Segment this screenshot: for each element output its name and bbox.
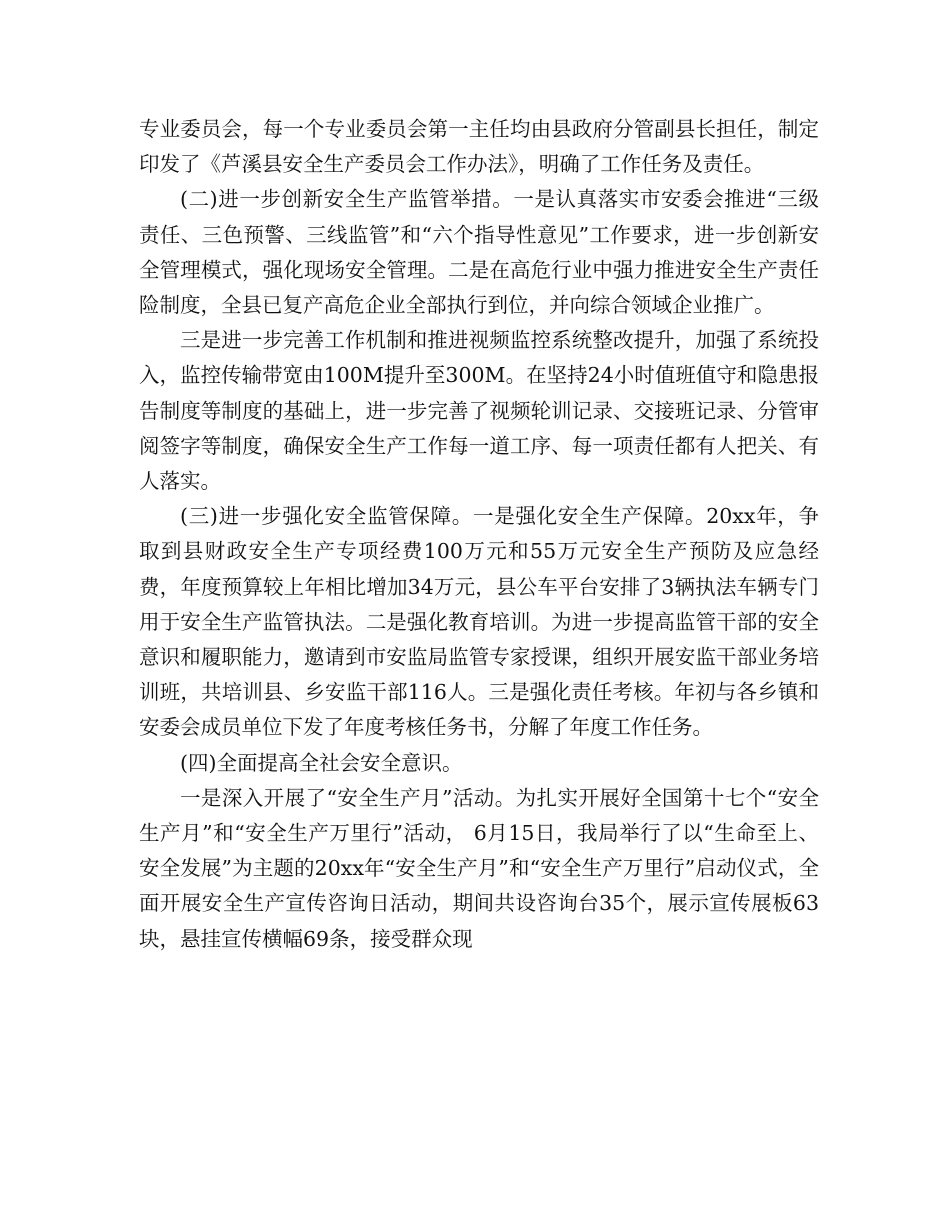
paragraph-section-two: (二)进一步创新安全生产监管举措。一是认真落实市安委会推进“三级责任、三色预警、三线监管”和“六个指导性意见”工作要求，进一步创新安全管理模式，强化现场安全管理。二是在高危行业中强力推进安全生产责任险制度，全县已复产高危企业全部执行到位，并向综合领域企业推广。 — [139, 187, 819, 318]
paragraph-section-four-heading: (四)全面提高全社会安全意识。 — [180, 750, 463, 775]
paragraph-section-three: (三)进一步强化安全监管保障。一是强化安全生产保障。20xx年，争取到县财政安全生产专项经费100万元和55万元安全生产预防及应急经费，年度预算较上年相比增加34万元，县公车平台安排了3辆执法车辆专门用于安全生产监管执法。二是强化教育培训。为进一步提高监管干部的安全意识和履职能力，邀请到市安监局监管专家授课，组织开展安监干部业务培训班，共培训县、乡安监干部116人。三是强化责任考核。年初与各乡镇和安委会成员单位下发了年度考核任务书，分解了年度工作任务。 — [139, 504, 819, 740]
paragraph-video-monitoring: 三是进一步完善工作机制和推进视频监控系统整改提升，加强了系统投入，监控传输带宽由100M提升至300M。在坚持24小时值班值守和隐患报告制度等制度的基础上，进一步完善了视频轮训记录、交接班记录、分管审阅签字等制度，确保安全生产工作每一道工序、每一项责任都有人把关、有人落实。 — [139, 328, 819, 494]
paragraph-safety-month: 一是深入开展了“安全生产月”活动。为扎实开展好全国第十七个“安全生产月”和“安全生产万里行”活动， 6月15日，我局举行了以“生命至上、安全发展”为主题的20xx年“安全生产月”和“安全生产万里行”启动仪式，全面开展安全生产宣传咨询日活动，期间共设咨询台35个，展示宣传展板63块，悬挂宣传横幅69条，接受群众现 — [139, 785, 819, 951]
paragraph-committee: 专业委员会，每一个专业委员会第一主任均由县政府分管副县长担任，制定印发了《芦溪县安全生产委员会工作办法》，明确了工作任务及责任。 — [139, 117, 819, 177]
document-body — [139, 112, 819, 957]
